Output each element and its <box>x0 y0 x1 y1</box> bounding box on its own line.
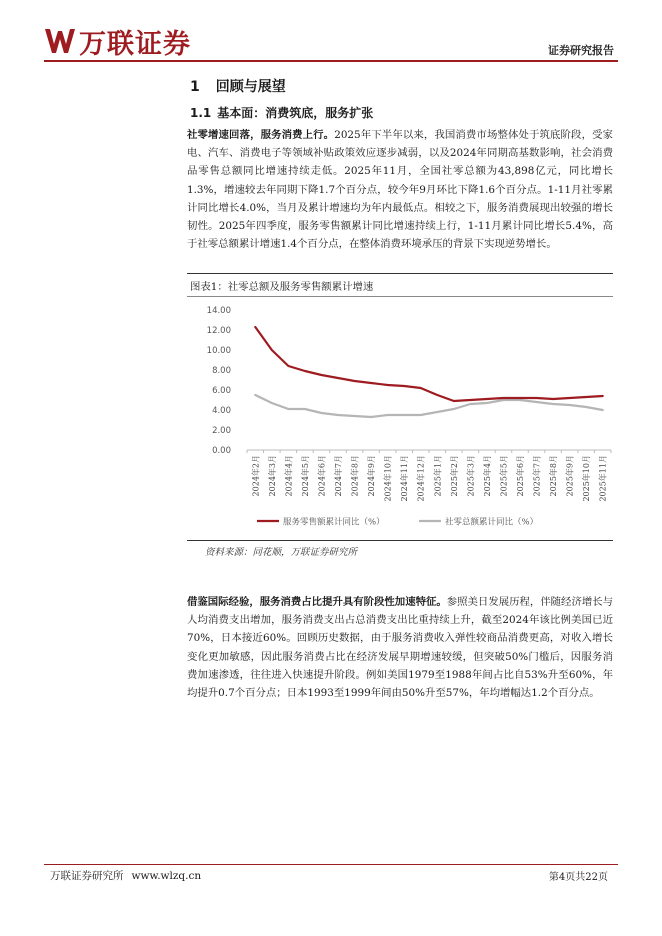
section-heading <box>190 76 286 96</box>
y-tick-label: 6.00 <box>212 386 231 396</box>
x-tick-label: 2024年6月 <box>317 455 327 497</box>
header-divider <box>44 60 618 62</box>
x-tick-label: 2025年8月 <box>549 455 559 497</box>
x-tick-label: 2024年3月 <box>267 455 277 497</box>
x-tick-label: 2024年12月 <box>416 455 426 502</box>
x-tick-label: 2025年7月 <box>532 455 542 497</box>
subsection-title: 基本面：消费筑底，服务扩张 <box>217 106 374 120</box>
series-line <box>255 327 602 401</box>
logo-text: 万联证券 <box>79 28 191 60</box>
y-tick-label: 2.00 <box>212 426 231 436</box>
retail-growth-line-chart <box>187 298 613 538</box>
x-tick-label: 2025年10月 <box>582 455 592 502</box>
footer-org-name: 万联证券研究所 <box>50 870 124 882</box>
footer-org <box>50 868 201 883</box>
x-tick-label: 2025年6月 <box>516 455 525 497</box>
report-type-label: 证券研究报告 <box>548 44 614 57</box>
y-tick-label: 8.00 <box>212 366 231 376</box>
subsection-number: 1.1 <box>190 106 212 120</box>
x-tick-label: 2024年4月 <box>284 455 294 497</box>
x-tick-label: 2025年4月 <box>482 455 492 497</box>
logo-w-mark-icon <box>44 26 76 56</box>
legend-label: 服务零售额累计同比（%） <box>283 517 385 528</box>
footer-divider <box>44 864 618 865</box>
y-tick-label: 0.00 <box>212 446 231 456</box>
x-tick-label: 2025年1月 <box>433 455 443 497</box>
x-tick-label: 2025年5月 <box>499 455 509 497</box>
section-title: 回顾与展望 <box>215 79 286 95</box>
y-tick-label: 4.00 <box>212 406 231 416</box>
figure-top-rule <box>187 273 613 274</box>
y-tick-label: 14.00 <box>206 306 231 316</box>
x-tick-label: 2024年2月 <box>251 455 261 497</box>
x-tick-label: 2024年8月 <box>350 455 360 497</box>
company-logo <box>44 24 191 58</box>
x-tick-label: 2025年11月 <box>598 455 608 502</box>
paragraph-consumption-overview <box>187 126 613 253</box>
page-number: 第4页共22页 <box>548 872 608 883</box>
y-tick-label: 10.00 <box>206 346 231 356</box>
paragraph-international-experience <box>187 593 613 702</box>
x-tick-label: 2024年7月 <box>334 455 343 497</box>
figure-title: 图表1：社零总额及服务零售额累计增速 <box>190 281 374 293</box>
paragraph-lead: 社零增速回落，服务消费上行。 <box>187 129 335 141</box>
figure-title-rule <box>187 296 613 297</box>
x-tick-label: 2024年11月 <box>400 455 410 502</box>
legend-label: 社零总额累计同比（%） <box>445 517 539 528</box>
x-tick-label: 2024年10月 <box>383 455 393 502</box>
y-tick-label: 12.00 <box>206 326 231 336</box>
footer-website-link[interactable]: www.wlzq.cn <box>131 870 202 882</box>
paragraph-body: 2025年下半年以来，我国消费市场整体处于筑底阶段，受家电、汽车、消费电子等领域补贴政策效应逐步减弱，以及2024年同期高基数影响，社会消费品零售总额同比增速持续走低。2025年11月，全国社零总额为43,898亿元，同比增长1.3%，增速较去年同期下降1.7个百分点，较今年9月环比下降1.6个百分点。1-11月社零累计同比增长4.0%，当月及累计增速均为年内最低点。相较之下，服务消费展现出较强的增长韧性。2025年四季度，服务零售额累计同比增速持续上行，1-11月累计同比增长5.4%，高于社零总额累计增速1.4个百分点，在整体消费环境承压的背景下实现逆势增长。 <box>187 129 613 251</box>
figure-source: 资料来源：同花顺，万联证券研究所 <box>205 547 358 558</box>
figure-bottom-rule <box>187 540 613 541</box>
x-tick-label: 2025年9月 <box>565 455 575 497</box>
x-tick-label: 2024年5月 <box>300 455 310 497</box>
x-tick-label: 2025年3月 <box>466 455 476 497</box>
x-tick-label: 2024年9月 <box>367 455 377 497</box>
x-tick-label: 2025年2月 <box>449 455 459 497</box>
section-number: 1 <box>190 79 200 95</box>
paragraph-body: 参照美日发展历程，伴随经济增长与人均消费支出增加，服务消费支出占总消费支出比重持续上升，截至2024年该比例美国已近70%，日本接近60%。回顾历史数据，由于服务消费收入弹性较商品消费更高，对收入增长变化更加敏感，因此服务消费占比在经济发展早期增速较缓，但突破50%门槛后，因服务消费加速渗透，往往进入快速提升阶段。例如美国1979至1988年间占比自53%升至60%，年均提升0.7个百分点；日本1993至1999年间由50%升至57%，年均增幅达1.2个百分点。 <box>187 596 614 700</box>
paragraph-lead: 借鉴国际经验，服务消费占比提升具有阶段性加速特征。 <box>187 596 447 608</box>
subsection-heading <box>190 104 373 121</box>
